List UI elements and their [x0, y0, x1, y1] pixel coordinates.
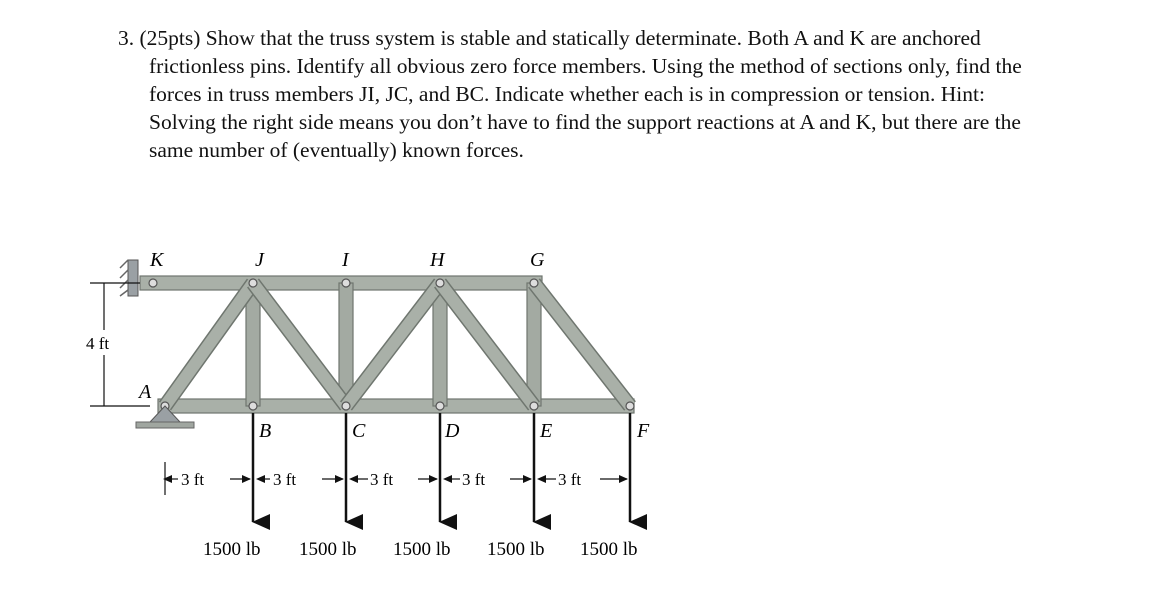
label-h: H — [430, 249, 445, 271]
bottom-chord — [158, 399, 634, 413]
label-a: A — [139, 381, 152, 403]
load-b: 1500 lb — [203, 539, 261, 560]
spacing-bc: 3 ft — [273, 470, 297, 489]
label-g: G — [530, 249, 545, 271]
label-d: D — [445, 420, 460, 442]
label-f: F — [637, 420, 650, 442]
load-e: 1500 lb — [487, 539, 545, 560]
load-arrows — [253, 413, 630, 522]
load-c: 1500 lb — [299, 539, 357, 560]
label-e: E — [540, 420, 553, 442]
label-b: B — [259, 420, 272, 442]
spacing-cd: 3 ft — [370, 470, 394, 489]
load-f: 1500 lb — [580, 539, 638, 560]
label-j: J — [255, 249, 264, 271]
label-c: C — [352, 420, 366, 442]
load-d: 1500 lb — [393, 539, 451, 560]
wall-support-k — [120, 260, 138, 296]
node-labels-top — [149, 249, 545, 271]
problem-number: 3. — [118, 26, 135, 50]
problem-body: (25pts) Show that the truss system is stable and statically determinate. Both A and K are anchored frictionless pins. Identify all obvious zero force members. Using the method of sections only, find the forces in truss members JI, JC, and BC. Indicate whether each is in compression or tension. Hint: Solving the right side means you don’t have to find the support reactions at A and K, but there are the same number of (eventually) known forces. — [139, 26, 1022, 162]
spacing-ef: 3 ft — [558, 470, 582, 489]
label-i: I — [342, 249, 349, 271]
label-k: K — [150, 249, 164, 271]
spacing-ab: 3 ft — [181, 470, 205, 489]
height-label: 4 ft — [86, 334, 110, 353]
spacing-de: 3 ft — [462, 470, 486, 489]
truss-members — [140, 276, 634, 413]
load-labels — [203, 539, 638, 560]
